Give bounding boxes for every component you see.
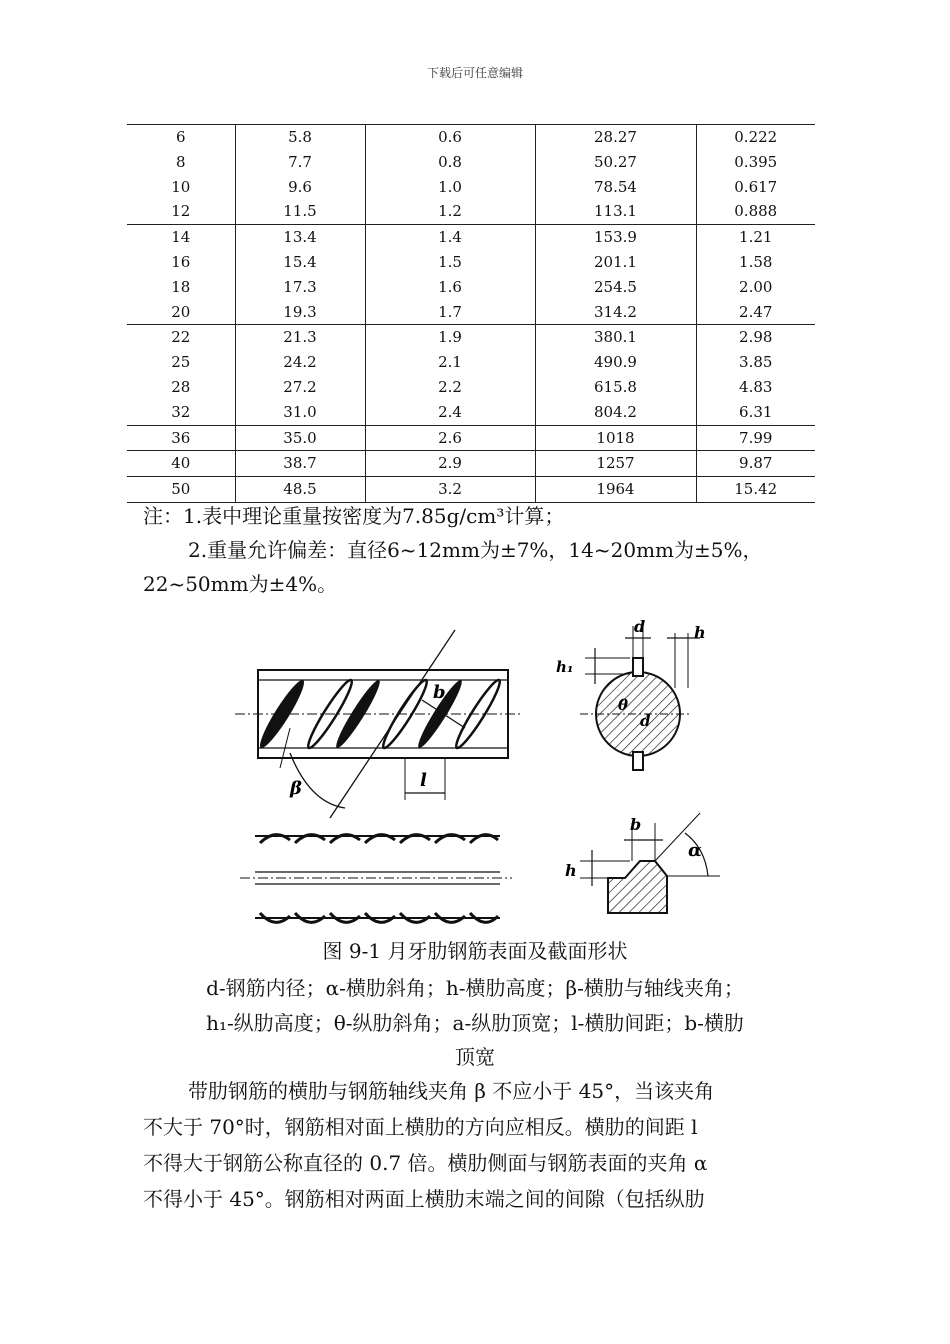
rebar-figure [230,618,730,928]
table-cell: 18 [171,277,191,296]
table-cell: 0.222 [696,125,815,150]
table-cell: 1.0 [365,175,535,200]
table-row [127,325,815,350]
table-cell: 1257 [535,451,696,477]
table-cell: 0.6 [365,125,535,150]
table-cell: 8 [175,152,186,171]
table-cell: 2.2 [365,375,535,400]
table-cell: 2.47 [696,300,815,325]
table-row [127,175,815,200]
table-row [127,250,815,275]
table-cell: 2.6 [365,425,535,451]
table-cell: 4.83 [696,375,815,400]
table-cell: 3.2 [365,477,535,503]
table-cell: 9.6 [235,175,365,200]
rib-profile [580,813,720,913]
table-cell: 32 [171,402,191,421]
page-header: 下载后可任意编辑 [426,66,523,80]
table-cell: 31.0 [235,400,365,425]
table-cell: 113.1 [535,199,696,224]
table-cell: 1.2 [365,199,535,224]
table-cell: 11.5 [235,199,365,224]
table-cell: 2.9 [365,451,535,477]
table-row [127,125,815,150]
label-d2: d [640,712,651,730]
table-cell: 1.4 [365,225,535,250]
table-cell: 1.6 [365,275,535,300]
table-row [127,199,815,224]
paragraph-line-3: 不得大于钢筋公称直径的 0.7 倍。横肋侧面与钢筋表面的夹角 α [143,1151,708,1175]
table-cell: 3.85 [696,350,815,375]
table-cell: 0.395 [696,150,815,175]
table-cell: 27.2 [235,375,365,400]
table-row [127,350,815,375]
label-b: b [433,682,446,703]
label-alpha: α [688,840,702,861]
legend-line-2: h₁-纵肋高度；θ-纵肋斜角；a-纵肋顶宽；l-横肋间距；b-横肋 [206,1011,744,1035]
table-row [127,275,815,300]
note-line-3: 22~50mm为±4%。 [143,572,338,596]
table-cell: 12 [171,202,191,221]
note-line-2: 2.重量允许偏差：直径6~12mm为±7%，14~20mm为±5%， [188,538,763,562]
label-h1: h₁ [556,658,574,676]
table-cell: 201.1 [535,250,696,275]
table-row [127,375,815,400]
table-cell: 1.5 [365,250,535,275]
table-cell: 17.3 [235,275,365,300]
label-l: l [420,770,427,791]
label-theta: θ [618,696,629,714]
table-cell: 21.3 [235,325,365,350]
table-cell: 5.8 [235,125,365,150]
table-row [127,225,815,250]
table-cell: 1018 [535,425,696,451]
table-cell: 153.9 [535,225,696,250]
paragraph-line-1: 带肋钢筋的横肋与钢筋轴线夹角 β 不应小于 45°，当该夹角 [188,1079,715,1103]
table-cell: 6.31 [696,400,815,425]
table-cell: 6 [127,125,235,150]
table-cell: 1.7 [365,300,535,325]
table-cell: 35.0 [235,425,365,451]
table-cell: 1.9 [365,325,535,350]
table-cell: 2.4 [365,400,535,425]
table-cell: 28.27 [535,125,696,150]
table-cell: 20 [171,302,191,321]
table-cell: 1.21 [696,225,815,250]
legend-line-1: d-钢筋内径；α-横肋斜角；h-横肋高度；β-横肋与轴线夹角； [206,976,744,1000]
table-cell: 0.8 [365,150,535,175]
table-cell: 16 [171,252,191,271]
figure-caption: 图 9-1 月牙肋钢筋表面及截面形状 [322,939,628,963]
legend-line-3: 顶宽 [455,1045,495,1069]
table-cell: 24.2 [235,350,365,375]
label-beta: β [290,778,302,799]
table-cell: 2.00 [696,275,815,300]
table-cell: 28 [171,377,191,396]
table-row [127,150,815,175]
table-cell: 804.2 [535,400,696,425]
side-view-bottom [240,835,512,923]
table-cell: 1964 [535,477,696,503]
table-cell: 0.617 [696,175,815,200]
table-cell: 314.2 [535,300,696,325]
label-h2: h [565,861,577,880]
cross-section-top [580,626,700,770]
table-row [127,451,815,477]
table-cell: 1.58 [696,250,815,275]
rebar-spec-table [127,124,815,503]
paragraph-line-4: 不得小于 45°。钢筋相对两面上横肋末端之间的间隙（包括纵肋 [143,1187,705,1211]
table-cell: 490.9 [535,350,696,375]
table-cell: 78.54 [535,175,696,200]
table-cell: 48.5 [235,477,365,503]
table-cell: 615.8 [535,375,696,400]
table-cell: 38.7 [235,451,365,477]
paragraph-line-2: 不大于 70°时，钢筋相对面上横肋的方向应相反。横肋的间距 l [143,1115,698,1139]
table-cell: 50 [127,477,235,503]
table-cell: 13.4 [235,225,365,250]
table-cell: 15.42 [696,477,815,503]
table-cell: 7.99 [696,425,815,451]
table-cell: 7.7 [235,150,365,175]
table-row [127,300,815,325]
note-line-1: 注：1.表中理论重量按密度为7.85g/cm³计算； [143,504,565,528]
table-cell: 0.888 [696,199,815,224]
table-row [127,400,815,425]
table-cell: 254.5 [535,275,696,300]
table-cell: 19.3 [235,300,365,325]
table-cell: 22 [127,325,235,350]
table-cell: 36 [127,425,235,451]
table-cell: 2.1 [365,350,535,375]
side-view-top [235,630,522,818]
table-cell: 380.1 [535,325,696,350]
table-cell: 25 [171,353,191,372]
table-cell: 50.27 [535,150,696,175]
table-row [127,425,815,451]
label-h: h [694,623,706,642]
table-row [127,477,815,503]
table-cell: 10 [171,177,191,196]
label-b2: b [630,815,642,834]
table-cell: 40 [127,451,235,477]
table-cell: 9.87 [696,451,815,477]
table-cell: 14 [127,225,235,250]
label-d: d [634,618,646,636]
table-cell: 2.98 [696,325,815,350]
table-cell: 15.4 [235,250,365,275]
